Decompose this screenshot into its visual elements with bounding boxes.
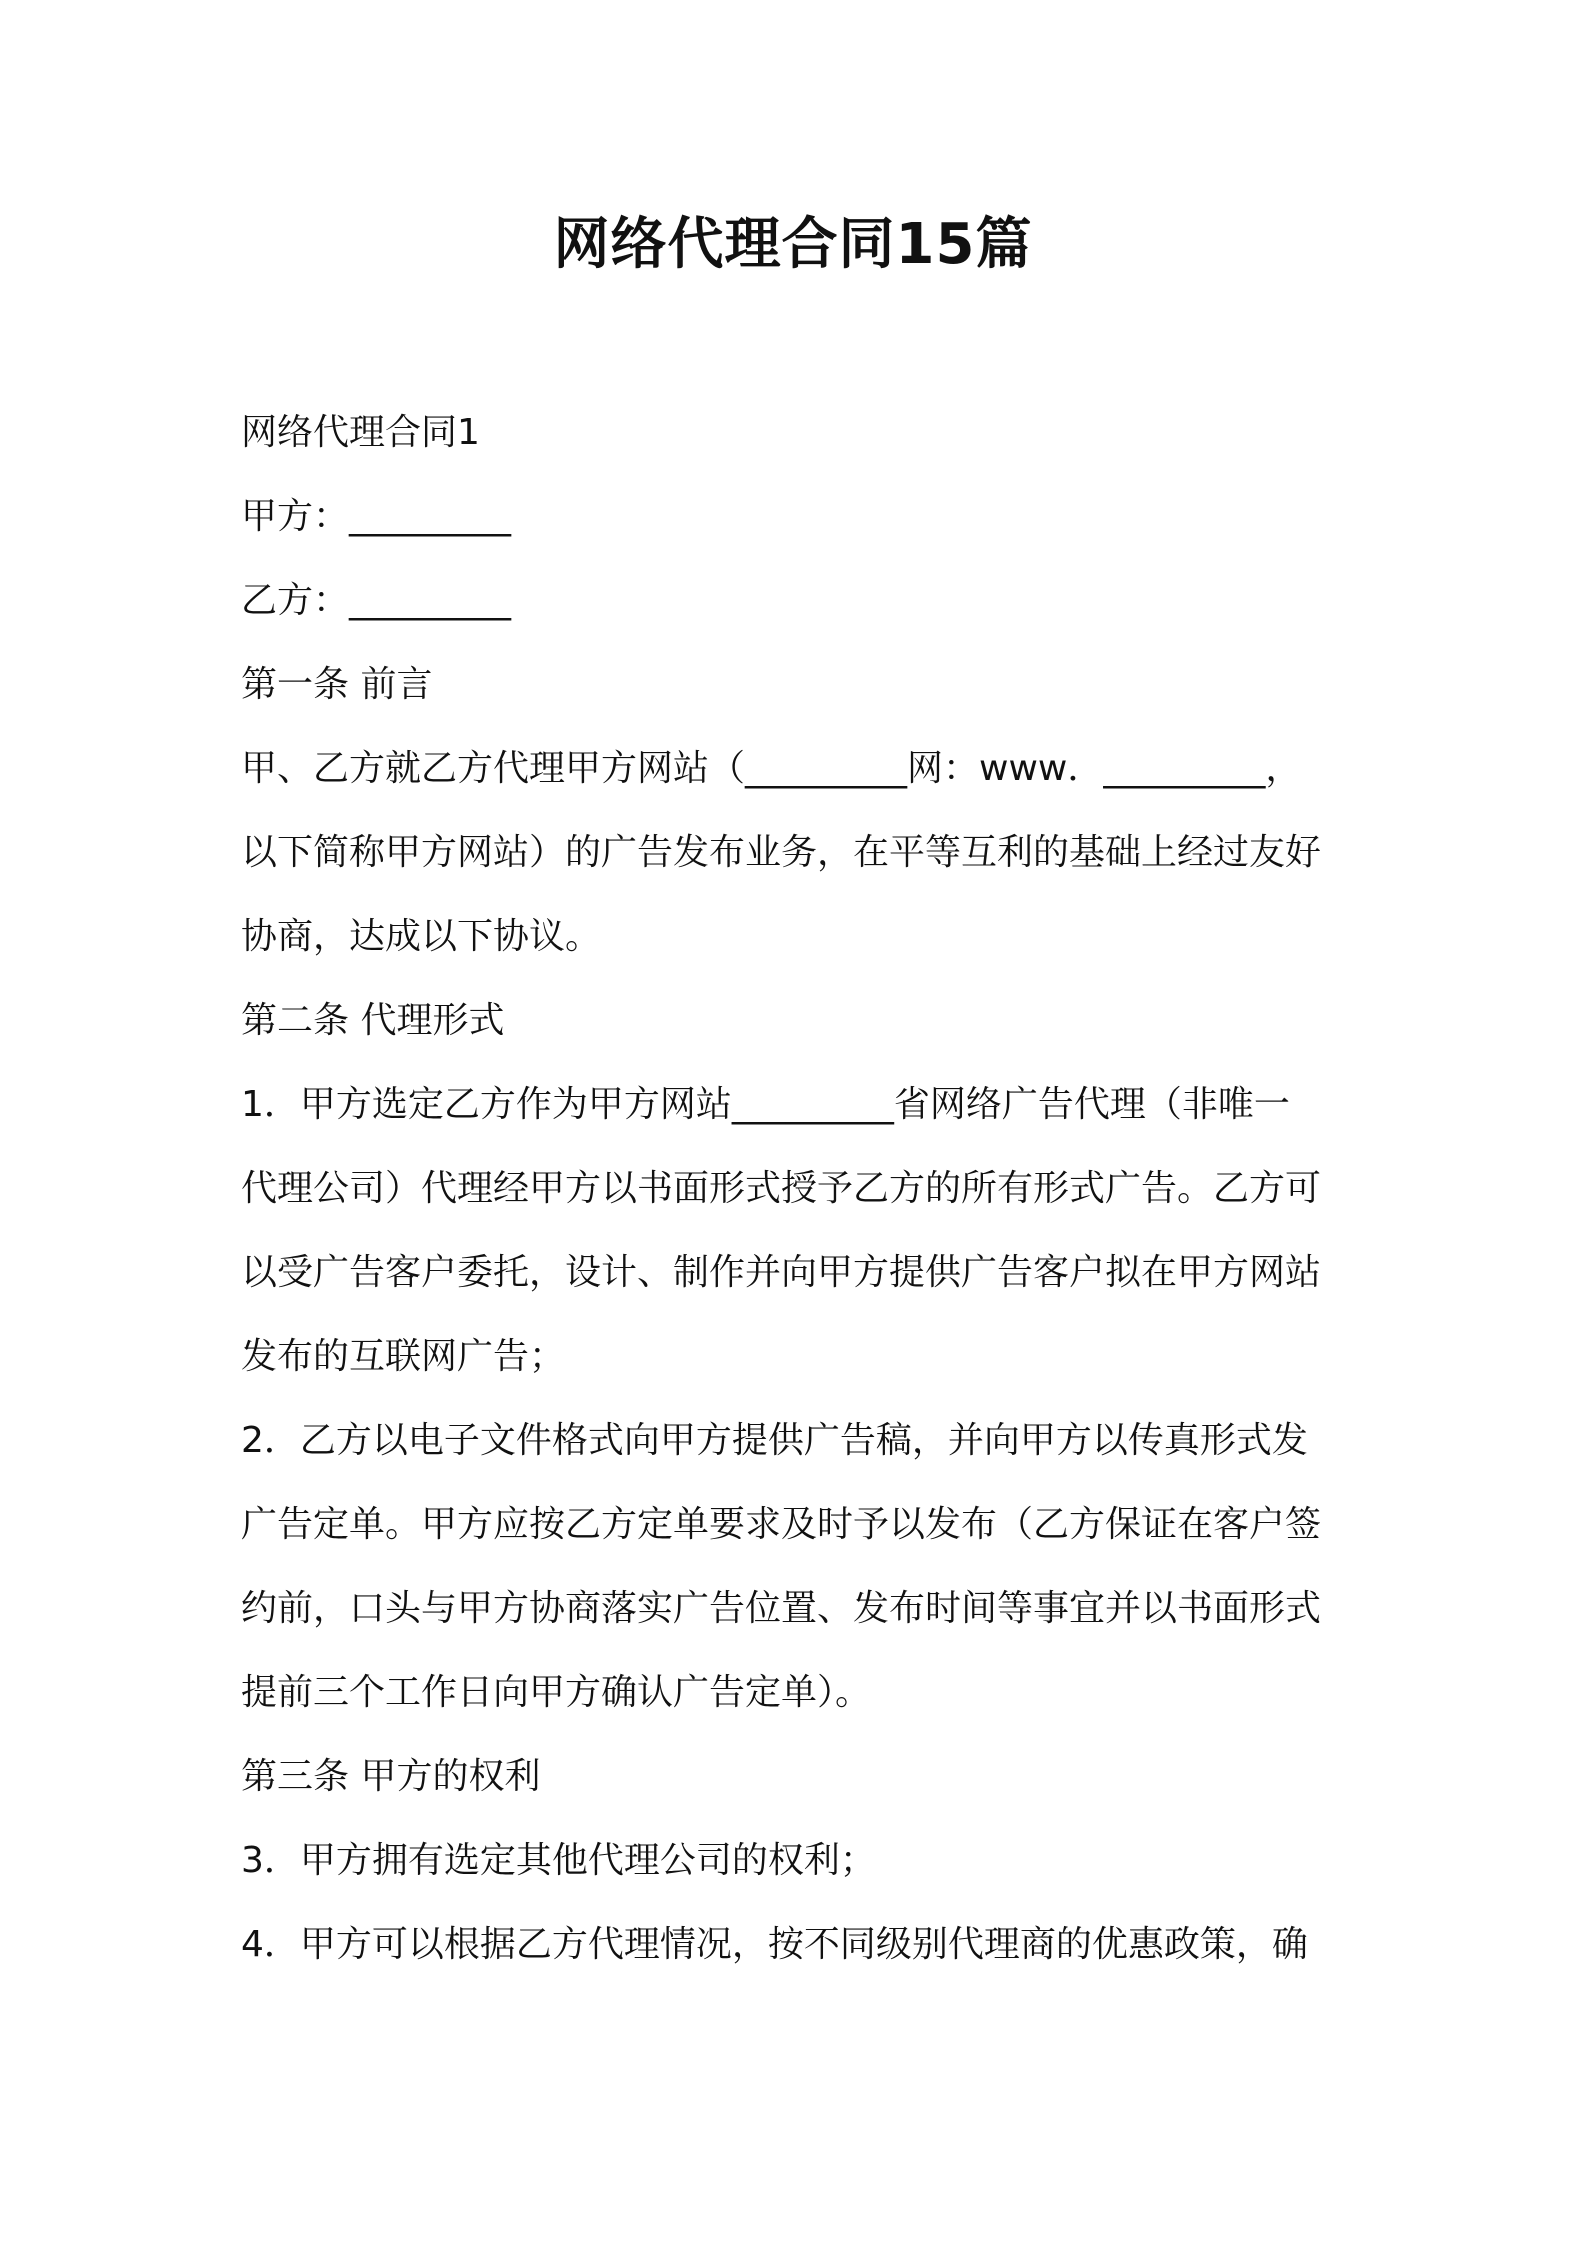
document-title: 网络代理合同15篇 xyxy=(553,212,1033,277)
body-line: 4．甲方可以根据乙方代理情况，按不同级别代理商的优惠政策，确 xyxy=(241,1924,1308,1965)
article-3-heading: 第三条 甲方的权利 xyxy=(241,1756,541,1797)
body-line: 以受广告客户委托，设计、制作并向甲方提供广告客户拟在甲方网站 xyxy=(241,1252,1322,1293)
article-2-heading: 第二条 代理形式 xyxy=(241,1000,505,1041)
section-heading: 网络代理合同1 xyxy=(241,412,480,453)
body-line: 提前三个工作日向甲方确认广告定单）。 xyxy=(241,1672,872,1713)
party-b-line: 乙方：_________ xyxy=(241,580,512,621)
body-line: 协商，达成以下协议。 xyxy=(241,916,602,957)
body-line: 3．甲方拥有选定其他代理公司的权利； xyxy=(241,1840,876,1881)
body-line: 广告定单。甲方应按乙方定单要求及时予以发布（乙方保证在客户签 xyxy=(241,1504,1322,1545)
body-line: 代理公司）代理经甲方以书面形式授予乙方的所有形式广告。乙方可 xyxy=(241,1168,1322,1209)
body-line: 甲、乙方就乙方代理甲方网站（_________网：www．_________， xyxy=(241,748,1302,789)
body-line: 2．乙方以电子文件格式向甲方提供广告稿，并向甲方以传真形式发 xyxy=(241,1420,1308,1461)
body-line: 发布的互联网广告； xyxy=(241,1336,566,1377)
article-1-heading: 第一条 前言 xyxy=(241,664,433,705)
body-line: 以下简称甲方网站）的广告发布业务，在平等互利的基础上经过友好 xyxy=(241,832,1322,873)
body-line: 约前，口头与甲方协商落实广告位置、发布时间等事宜并以书面形式 xyxy=(241,1588,1322,1629)
body-line: 1．甲方选定乙方作为甲方网站_________省网络广告代理（非唯一 xyxy=(241,1084,1290,1125)
party-a-line: 甲方：_________ xyxy=(241,496,512,537)
